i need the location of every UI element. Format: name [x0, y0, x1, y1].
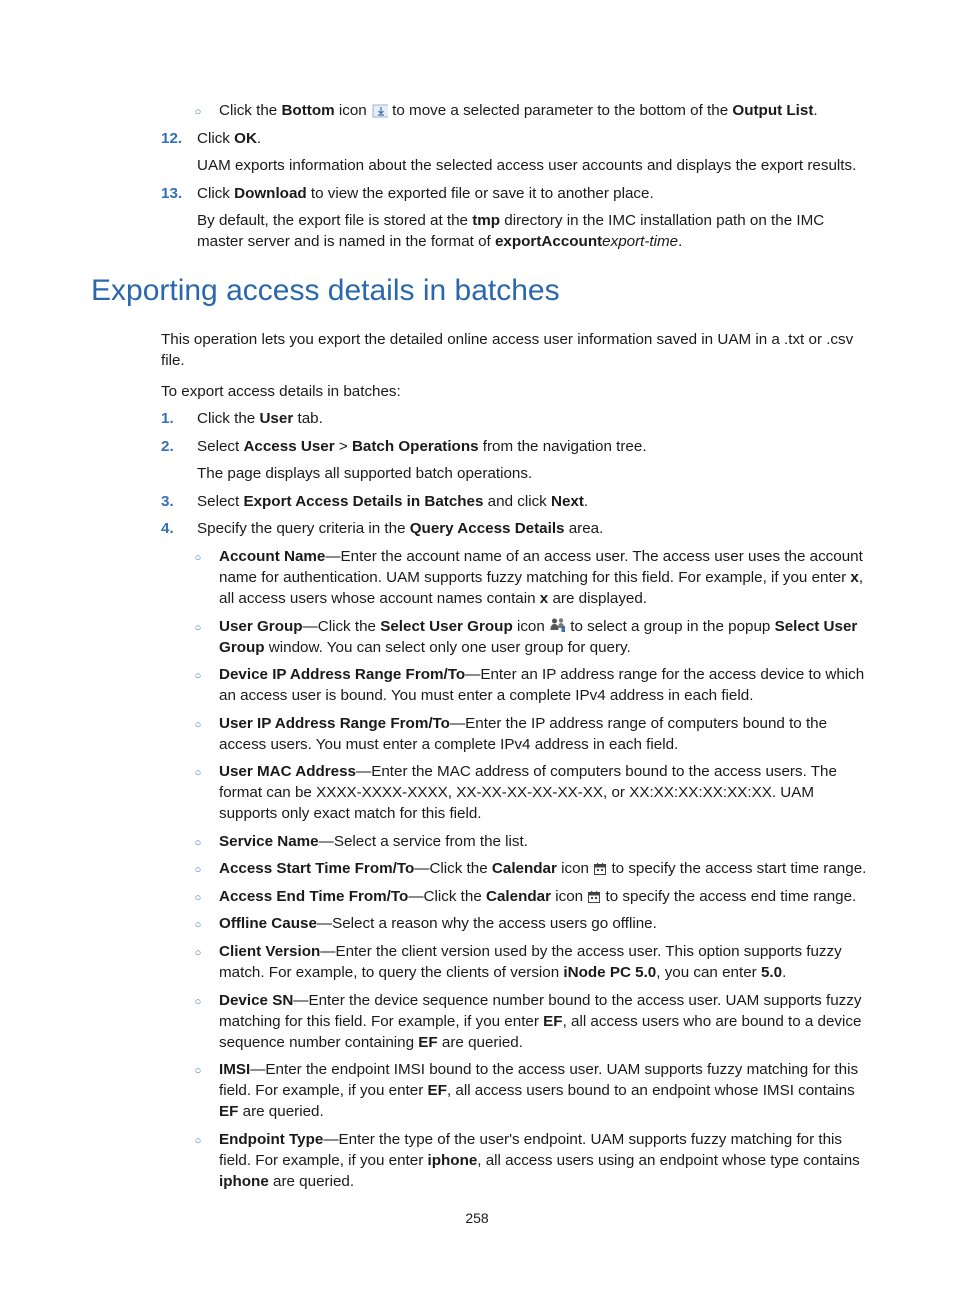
bold-term: Access User: [243, 438, 335, 455]
bold-term: User Group: [219, 618, 303, 635]
step-4: [197, 518, 877, 539]
bold-term: tmp: [472, 212, 501, 229]
text: icon: [512, 618, 550, 635]
bold-term: Access Start Time From/To: [219, 860, 415, 877]
text: By default, the export file is stored at the: [197, 212, 473, 229]
step-number: 12.: [161, 130, 183, 147]
text: Click: [197, 185, 235, 202]
bullet-marker: ○: [194, 552, 202, 564]
bullet-marker: ○: [194, 864, 202, 876]
bullet-marker: ○: [194, 719, 202, 731]
bold-term: User IP Address Range From/To: [219, 715, 450, 732]
text: are queried.: [437, 1034, 523, 1051]
text: are displayed.: [548, 590, 648, 607]
bullet-marker: ○: [194, 919, 202, 931]
text: —Enter the type of the user's endpoint. UAM supports fuzzy matching for this field. For example, if you enter: [219, 1131, 843, 1169]
page-number: 258: [465, 1210, 489, 1226]
bullet-marker: ○: [194, 670, 202, 682]
text: to view the exported file or save it to another place.: [306, 185, 654, 202]
text: to move a selected parameter to the bottom of the: [387, 102, 733, 119]
bold-term: Next: [550, 493, 584, 510]
text: —Enter the IP address range of computers bound to the access users. You must enter a complete IPv4 address in each field.: [219, 715, 828, 753]
text: >: [334, 438, 352, 455]
step-2: [197, 436, 877, 457]
text: icon: [551, 888, 588, 905]
section-title: Exporting access details in batches: [91, 274, 560, 307]
bold-term: Device IP Address Range From/To: [219, 666, 466, 683]
criteria-device-ip: [219, 664, 874, 706]
text: , all access users bound to an endpoint whose IMSI contains: [446, 1082, 855, 1099]
text: .: [256, 130, 262, 147]
text: window. You can select only one user group for query.: [264, 639, 631, 656]
criteria-account-name: [219, 546, 874, 609]
bold-term: Download: [234, 185, 307, 202]
step-number: 1.: [161, 410, 174, 427]
bold-term: iNode PC 5.0: [563, 964, 657, 981]
text: —Enter the account name of an access user. The access user uses the account name for authentication. UAM supports fuzzy matching for this field. For example, if you enter: [219, 548, 863, 586]
calendar-icon: [587, 890, 601, 904]
criteria-user-group: [219, 616, 874, 658]
section-intro: This operation lets you export the detailed online access user information saved in UAM in a .txt or .csv file.: [161, 331, 854, 369]
bold-term: User: [259, 410, 294, 427]
bold-term: Access End Time From/To: [219, 888, 409, 905]
text: to select a group in the popup: [566, 618, 775, 635]
criteria-start-time: [219, 858, 879, 879]
criteria-user-ip: [219, 713, 874, 755]
bold-term: EF: [427, 1082, 447, 1099]
calendar-icon: [593, 862, 607, 876]
text: Click the: [219, 102, 282, 119]
text: , all access users using an endpoint whose type contains: [477, 1152, 860, 1169]
text: —Enter the device sequence number bound to the access user. UAM supports fuzzy matching for this field. For example, if you enter: [219, 992, 862, 1030]
text: —Enter an IP address range for the access device to which an access user is bound. You must enter a complete IPv4 address in each field.: [219, 666, 865, 704]
text: Click the: [197, 410, 260, 427]
criteria-client-version: [219, 941, 849, 983]
bold-term: Endpoint Type: [219, 1131, 324, 1148]
text: tab.: [293, 410, 323, 427]
bold-term: Calendar: [486, 888, 551, 905]
bottom-icon-instruction: [219, 100, 874, 121]
bold-term: x: [539, 590, 549, 607]
bold-term: EF: [219, 1103, 239, 1120]
bold-term: IMSI: [219, 1061, 251, 1078]
bold-term: exportAccount: [494, 233, 603, 250]
text: are queried.: [268, 1173, 355, 1190]
text: —Enter the endpoint IMSI bound to the access user. UAM supports fuzzy matching for this field. For example, if you enter: [219, 1061, 859, 1099]
step-1: [197, 408, 877, 429]
section-lead: To export access details in batches:: [161, 383, 401, 400]
step-13: [197, 183, 877, 204]
bold-term: Select User Group: [219, 618, 858, 656]
bold-term: OK: [234, 130, 257, 147]
bold-term: Select User Group: [380, 618, 513, 635]
text: area.: [564, 520, 604, 537]
bold-term: iphone: [427, 1152, 478, 1169]
bold-term: Query Access Details: [409, 520, 565, 537]
bullet-marker: ○: [194, 767, 202, 779]
bold-term: Export Access Details in Batches: [243, 493, 484, 510]
text: —Enter the MAC address of computers bound to the access users. The format can be XXXX-XXXX-XXXX, XX-XX-XX-XX-XX-XX, or XX:XX:XX:XX:XX:XX. UAM supports only exact match for this field.: [219, 763, 837, 822]
text: —Select a reason why the access users go offline.: [316, 915, 657, 932]
bullet-marker: ○: [194, 106, 202, 118]
text: —Select a service from the list.: [318, 833, 528, 850]
text: —Click the: [414, 860, 492, 877]
text: to specify the access start time range.: [607, 860, 867, 877]
bold-term: Account Name: [219, 548, 326, 565]
text: .: [813, 102, 818, 119]
criteria-imsi: [219, 1059, 874, 1122]
text: Select: [197, 438, 244, 455]
criteria-user-mac: [219, 761, 874, 824]
criteria-end-time: [219, 886, 874, 907]
bold-term: Device SN: [219, 992, 294, 1009]
bold-term: Bottom: [281, 102, 335, 119]
bullet-marker: ○: [194, 1135, 202, 1147]
step-number: 2.: [161, 438, 174, 455]
criteria-offline-cause: [219, 913, 874, 934]
bold-term: Batch Operations: [351, 438, 479, 455]
user-group-icon: [549, 617, 566, 633]
criteria-device-sn: [219, 990, 874, 1053]
text: and click: [483, 493, 551, 510]
bold-term: iphone: [219, 1173, 269, 1190]
text: Click: [197, 130, 235, 147]
text: —Click the: [408, 888, 486, 905]
bullet-marker: ○: [194, 622, 202, 634]
italic-term: export-time: [602, 233, 679, 250]
arrow-bottom-icon: [371, 104, 388, 118]
text: , all access users whose account names contain: [219, 569, 864, 607]
bullet-marker: ○: [194, 837, 202, 849]
bullet-marker: ○: [194, 892, 202, 904]
text: icon: [334, 102, 371, 119]
text: are queried.: [238, 1103, 324, 1120]
bold-term: Calendar: [491, 860, 557, 877]
text: icon: [556, 860, 594, 877]
bold-term: Output List: [732, 102, 814, 119]
bullet-marker: ○: [194, 996, 202, 1008]
bold-term: Offline Cause: [219, 915, 317, 932]
step-2-note: The page displays all supported batch operations.: [197, 465, 533, 482]
criteria-service-name: [219, 831, 874, 852]
text: to specify the access end time range.: [601, 888, 857, 905]
criteria-endpoint-type: [219, 1129, 874, 1192]
text: .: [583, 493, 589, 510]
text: , all access users who are bound to a device sequence number containing: [219, 1013, 862, 1051]
step-12-note: UAM exports information about the selected access user accounts and displays the export results.: [197, 157, 857, 174]
text: —Click the: [302, 618, 381, 635]
bold-term: Service Name: [219, 833, 319, 850]
text: .: [678, 233, 683, 250]
text: Select: [197, 493, 244, 510]
text: from the navigation tree.: [478, 438, 647, 455]
bold-term: EF: [543, 1013, 563, 1030]
bold-term: 5.0: [760, 964, 783, 981]
step-13-note: [197, 210, 862, 252]
step-12: [197, 128, 877, 149]
text: directory in the IMC installation path on the IMC master server and is named in the format of: [197, 212, 825, 250]
bold-term: x: [850, 569, 859, 586]
step-number: 3.: [161, 493, 174, 510]
bullet-marker: ○: [194, 947, 202, 959]
text: —Enter the client version used by the access user. This option supports fuzzy match. For example, to query the clients of version: [219, 943, 842, 981]
step-3: [197, 491, 877, 512]
bold-term: EF: [418, 1034, 438, 1051]
bullet-marker: ○: [194, 1065, 202, 1077]
bold-term: Client Version: [219, 943, 321, 960]
step-number: 4.: [161, 520, 174, 537]
text: Specify the query criteria in the: [197, 520, 410, 537]
bold-term: User MAC Address: [219, 763, 357, 780]
text: , you can enter: [656, 964, 761, 981]
text: .: [782, 964, 787, 981]
step-number: 13.: [161, 185, 183, 202]
